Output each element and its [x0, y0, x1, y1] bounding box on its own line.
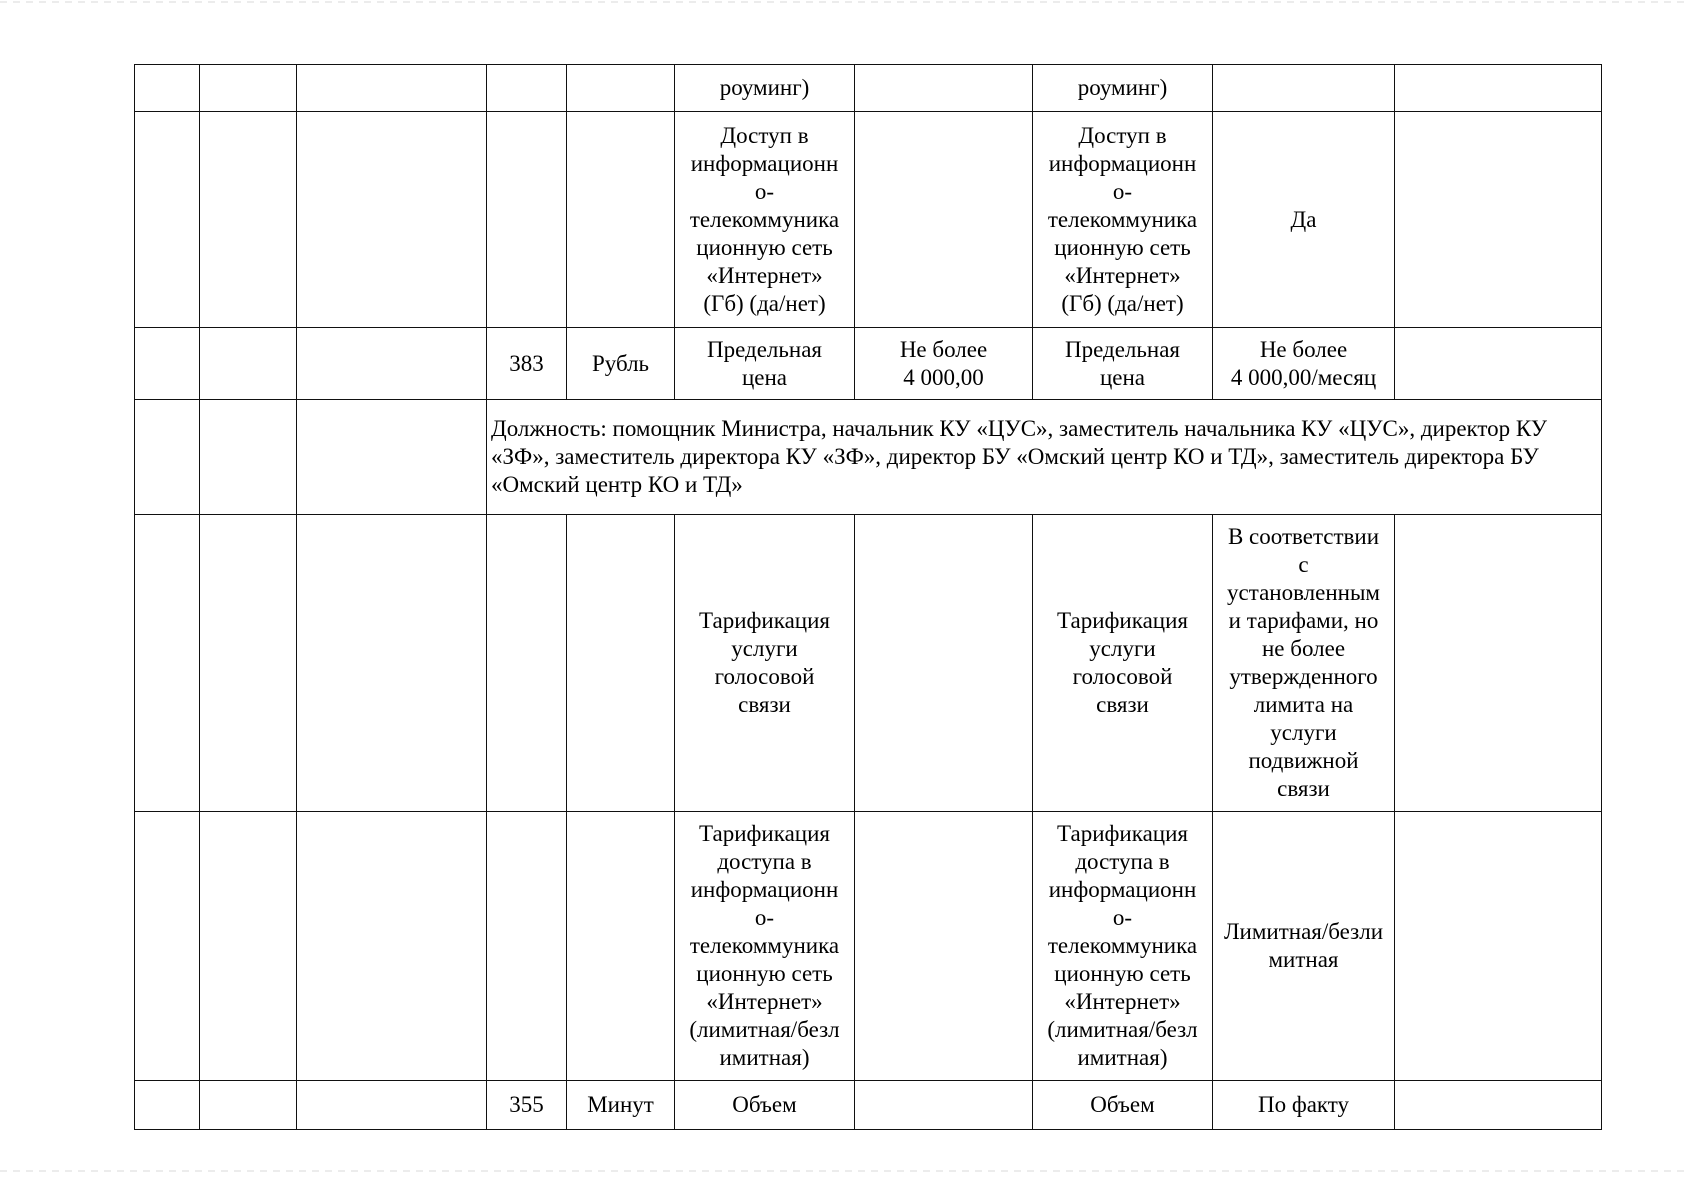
cell-value: [855, 65, 1033, 112]
cell-value-approved: Не более 4 000,00/месяц: [1213, 328, 1395, 400]
scan-bottom-edge: [0, 1170, 1686, 1172]
cell-unit-name: [567, 65, 675, 112]
cell-name: [297, 812, 487, 1081]
cell-number: [135, 65, 200, 112]
cell-characteristic-approved: Объем: [1033, 1081, 1213, 1130]
position-row: [135, 400, 1602, 515]
position-heading: Должность: помощник Министра, начальник КУ «ЦУС», заместитель начальника КУ «ЦУС», директор КУ «ЗФ», заместитель директора КУ «ЗФ», директор БУ «Омский центр КО и ТД», заместитель директора БУ «Омский центр КО и ТД»: [487, 400, 1602, 515]
requirements-table: [134, 64, 1602, 1130]
cell-unit-code: 383: [487, 328, 567, 400]
cell-name: [297, 400, 487, 515]
cell-number: [135, 400, 200, 515]
scan-top-edge: [0, 1, 1686, 3]
cell-number: [135, 515, 200, 812]
table-row: [135, 515, 1602, 812]
cell-characteristic: Предельная цена: [675, 328, 855, 400]
cell-justification: [1395, 1081, 1602, 1130]
cell-type: [200, 515, 297, 812]
cell-name: [297, 112, 487, 328]
cell-value: [855, 515, 1033, 812]
cell-justification: [1395, 328, 1602, 400]
cell-value: Не более 4 000,00: [855, 328, 1033, 400]
cell-type: [200, 812, 297, 1081]
cell-justification: [1395, 65, 1602, 112]
cell-number: [135, 328, 200, 400]
cell-characteristic-approved: Предельная цена: [1033, 328, 1213, 400]
cell-unit-name: [567, 812, 675, 1081]
cell-justification: [1395, 515, 1602, 812]
cell-value-approved: Лимитная/безли митная: [1213, 812, 1395, 1081]
cell-type: [200, 112, 297, 328]
cell-number: [135, 1081, 200, 1130]
cell-characteristic: Доступ в информационн о- телекоммуника ционную сеть «Интернет» (Гб) (да/нет): [675, 112, 855, 328]
cell-name: [297, 65, 487, 112]
cell-number: [135, 112, 200, 328]
cell-justification: [1395, 112, 1602, 328]
cell-value: [855, 812, 1033, 1081]
cell-unit-code: [487, 812, 567, 1081]
cell-justification: [1395, 812, 1602, 1081]
cell-unit-name: Рубль: [567, 328, 675, 400]
table-row: [135, 65, 1602, 112]
cell-unit-code: [487, 65, 567, 112]
cell-characteristic-approved: роуминг): [1033, 65, 1213, 112]
cell-value-approved: По факту: [1213, 1081, 1395, 1130]
cell-unit-code: [487, 515, 567, 812]
cell-value: [855, 1081, 1033, 1130]
table-row: [135, 328, 1602, 400]
cell-name: [297, 515, 487, 812]
cell-unit-code: 355: [487, 1081, 567, 1130]
cell-characteristic: Тарификация услуги голосовой связи: [675, 515, 855, 812]
cell-unit-name: [567, 515, 675, 812]
cell-type: [200, 328, 297, 400]
table-row: [135, 812, 1602, 1081]
cell-characteristic-approved: Тарификация доступа в информационн о- телекоммуника ционную сеть «Интернет» (лимитная/безл имитная): [1033, 812, 1213, 1081]
cell-number: [135, 812, 200, 1081]
cell-characteristic-approved: Тарификация услуги голосовой связи: [1033, 515, 1213, 812]
table-row: [135, 1081, 1602, 1130]
cell-characteristic: Объем: [675, 1081, 855, 1130]
cell-name: [297, 1081, 487, 1130]
cell-characteristic-approved: Доступ в информационн о- телекоммуника ционную сеть «Интернет» (Гб) (да/нет): [1033, 112, 1213, 328]
table-row: [135, 112, 1602, 328]
cell-unit-code: [487, 112, 567, 328]
cell-value: [855, 112, 1033, 328]
cell-type: [200, 1081, 297, 1130]
cell-unit-name: Минут: [567, 1081, 675, 1130]
cell-type: [200, 400, 297, 515]
cell-value-approved: В соответствии с установленным и тарифами, но не более утвержденного лимита на услуги подвижной связи: [1213, 515, 1395, 812]
cell-type: [200, 65, 297, 112]
cell-name: [297, 328, 487, 400]
cell-unit-name: [567, 112, 675, 328]
cell-characteristic: роуминг): [675, 65, 855, 112]
cell-characteristic: Тарификация доступа в информационн о- телекоммуника ционную сеть «Интернет» (лимитная/безл имитная): [675, 812, 855, 1081]
cell-value-approved: Да: [1213, 112, 1395, 328]
cell-value-approved: [1213, 65, 1395, 112]
